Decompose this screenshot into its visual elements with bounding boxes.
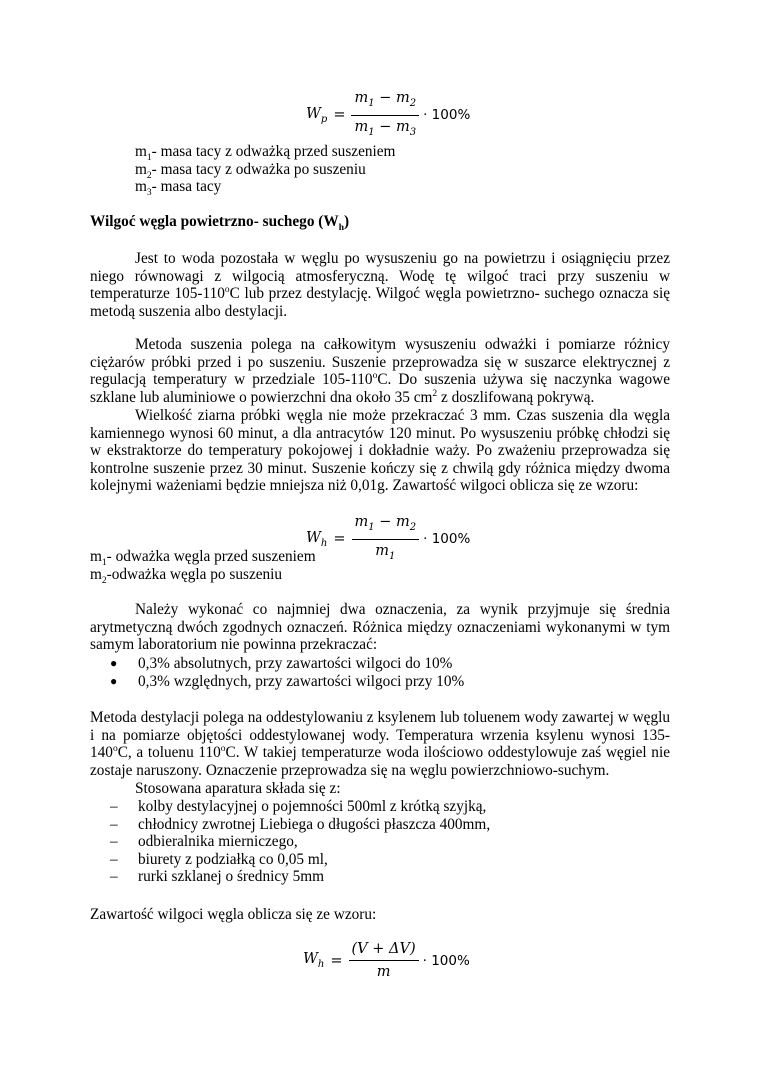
- definitions-list-1: [135, 143, 396, 199]
- definition-m1: $m_1-$ odważka węgla przed suszeniem: [90, 548, 316, 569]
- fraction: [352, 513, 420, 566]
- denominator: m: [376, 964, 391, 980]
- list-item: – biurety z podziałką co 0,05 ml,: [110, 850, 328, 868]
- paragraph-definition: Jest to woda pozostała w węglu po wysuszeniu go na powietrzu i osiągnięciu przez niego równowagi z wilgocią atmosferyczną. Wodę tę wilgoć traci przy suszeniu w temperaturze 105-110$^o$C lub przez destylację. Wilgoć węgla powietrzno- suchego oznacza się metodą suszenia albo destylacji.: [90, 250, 670, 320]
- formula-wh-distillation: $W_h$ = $\frac{(V + \Delta V)}{m}$ · 100%: [303, 941, 470, 980]
- paragraph-apparatus: Stosowana aparatura składa się z:: [135, 780, 341, 797]
- list-item: – kolby destylacyjnej o pojemności 500ml z krótką szyjką,: [110, 798, 487, 815]
- definition-m2: $m_2$-odważka węgla po suszeniu: [90, 565, 283, 586]
- definition-m1: $m_1-$ masa tacy z odważką przed suszeniem: [135, 143, 396, 164]
- paragraph-determinations: Należy wykonać co najmniej dwa oznaczenia, za wynik przyjmuje się średnia arytmetyczną dwóch zgodnych oznaczeń. Różnica między oznaczeniami wykonanymi w tym samym laboratorium nie powinna przekraczać:: [90, 601, 670, 654]
- numerator: (V + ΔV): [349, 940, 419, 961]
- fraction: [349, 940, 419, 981]
- numerator: $m_1 - m_2$: [351, 89, 419, 116]
- definitions-list-2: [90, 548, 316, 586]
- definition-m3: $m_3-$ masa tacy: [135, 178, 222, 199]
- paragraph-distillation-method: Metoda destylacji polega na oddestylowaniu z ksylenem lub toluenem wody zawartej w węglu i na pomiarze objętości oddestylowanej wody. Temperatura wrzenia ksylenu wynosi 135-140$^o$C, a toluenu 110$^o$C. W takiej temperaturze woda ilościowo oddestylowuje zaś węgiel nie zostaje naruszony. Oznaczenie przeprowadza się na węglu powierzchniowo-suchym.: [90, 709, 670, 779]
- paragraph-formula-intro: Zawartość wilgoci węgla oblicza się ze wzoru:: [90, 906, 377, 923]
- list-item: ● 0,3% absolutnych, przy zawartości wilgoci do 10%: [110, 655, 453, 672]
- section-heading: Wilgoć węgla powietrzno- suchego $(W_h)$: [90, 213, 350, 234]
- list-item: – odbieralnika mierniczego,: [110, 833, 298, 850]
- formula-wh-drying: $W_h$ = $\frac{m_1 - m_2}{m_1}$ · 100%: [306, 513, 470, 566]
- paragraph-grain-size: Wielkość ziarna próbki węgla nie może przekraczać 3 mm. Czas suszenia dla węgla kamiennego wynosi 60 minut, a dla antracytów 120 minut. Po wysuszeniu próbkę chłodzi się w ekstraktorze do temperatury pokojowej i dokładnie waży. Po zważeniu przeprowadza się kontrolne suszenie przez 30 minut. Suszenie kończy się z chwilą gdy różnica między dwoma kolejnymi ważeniami będzie mniejsza niż 0,01g. Zawartość wilgoci oblicza się ze wzoru:: [90, 407, 670, 495]
- formula-lhs: $W_h$: [306, 529, 328, 549]
- numerator: $m_1 - m_2$: [352, 513, 420, 540]
- apparatus-list: [110, 798, 490, 886]
- fraction: [351, 89, 419, 142]
- denominator: $m_1$: [375, 542, 396, 562]
- definition-m2: $m_2-$ masa tacy z odważka po suszeniu: [135, 160, 366, 181]
- tolerance-list: [110, 655, 464, 690]
- formula-wp: $W_p$ = $\frac{m_1 - m_2}{m_1 - m_3}$ · 100%: [306, 89, 470, 142]
- denominator: $m_1 - m_3$: [354, 118, 417, 138]
- list-item: ● 0,3% względnych, przy zawartości wilgoci przy 10%: [110, 672, 465, 690]
- list-item: – chłodnicy zwrotnej Liebiega o długości płaszcza 400mm,: [110, 815, 491, 833]
- list-item: – rurki szklanej o średnicy 5mm: [110, 868, 325, 885]
- formula-lhs: $W_p$: [306, 105, 328, 125]
- formula-lhs: $W_h$: [303, 951, 325, 970]
- paragraph-drying-method: Metoda suszenia polega na całkowitym wysuszeniu odważki i pomiarze różnicy ciężarów próbki przed i po suszeniu. Suszenie przeprowadza się w suszarce elektrycznej z regulacją temperatury w przedziale 105-110$^o$C. Do suszenia używa się naczynka wagowe szklane lub aluminiowe o powierzchni dna około 35 $cm^2$ z doszlifowaną pokrywą.: [90, 336, 670, 406]
